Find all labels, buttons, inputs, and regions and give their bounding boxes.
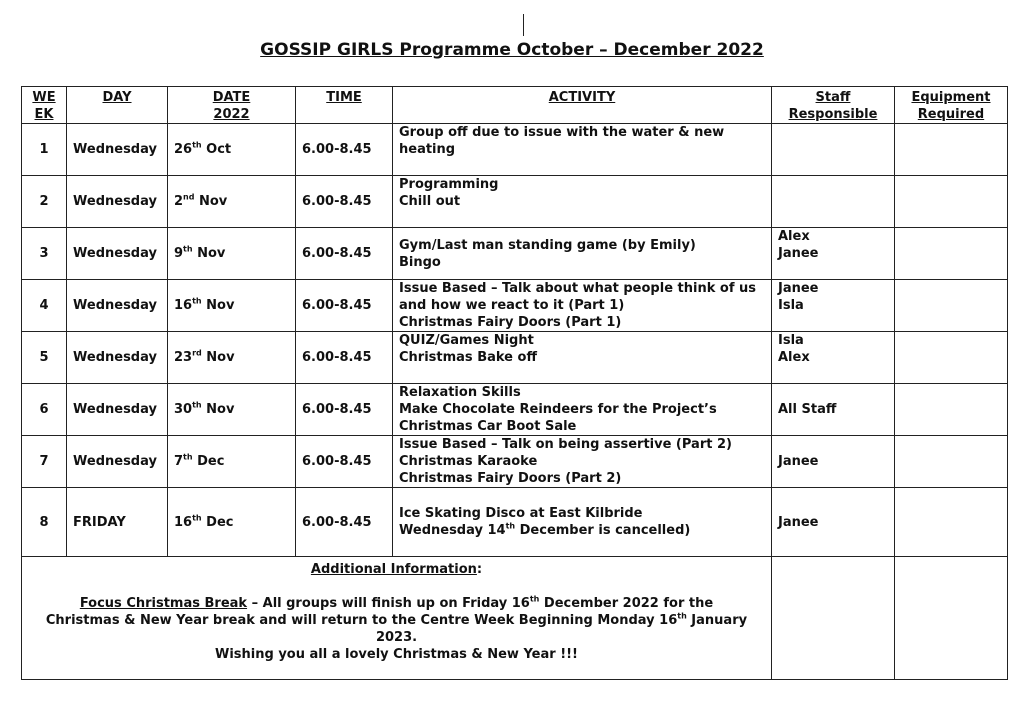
staff-cell: Janee [772, 488, 895, 557]
header-time: TIME [296, 87, 393, 124]
info-equipment-cell [895, 557, 1008, 680]
time-cell: 6.00-8.45 [296, 488, 393, 557]
date-cell: 30th Nov [168, 384, 296, 436]
staff-cell [772, 124, 895, 176]
week-cell: 8 [22, 488, 67, 557]
table-row [22, 332, 1008, 384]
staff-cell: Alex Janee [772, 228, 895, 280]
info-line-1: Focus Christmas Break – All groups will finish up on Friday 16th December 2022 for the [79, 594, 714, 611]
staff-cell: Janee Isla [772, 280, 895, 332]
table-row [22, 384, 1008, 436]
info-staff-cell [772, 557, 895, 680]
date-cell: 23rd Nov [168, 332, 296, 384]
info-heading: Additional Information [310, 562, 477, 577]
week-cell: 3 [22, 228, 67, 280]
header-staff: Staff Responsible [772, 87, 895, 124]
table-row [22, 176, 1008, 228]
equipment-cell [895, 436, 1008, 488]
programme-table [21, 86, 1008, 680]
time-cell: 6.00-8.45 [296, 436, 393, 488]
table-row [22, 488, 1008, 557]
table-row [22, 280, 1008, 332]
date-cell: 16th Dec [168, 488, 296, 557]
activity-cell: Programming Chill out [393, 176, 772, 228]
table-row [22, 436, 1008, 488]
day-cell: Wednesday [67, 436, 168, 488]
time-cell: 6.00-8.45 [296, 228, 393, 280]
staff-cell [772, 176, 895, 228]
week-cell: 7 [22, 436, 67, 488]
week-cell: 5 [22, 332, 67, 384]
staff-cell: Janee [772, 436, 895, 488]
day-cell: FRIDAY [67, 488, 168, 557]
date-cell: 9th Nov [168, 228, 296, 280]
week-cell: 4 [22, 280, 67, 332]
staff-cell: All Staff [772, 384, 895, 436]
info-line-3: Wishing you all a lovely Christmas & New Year !!! [215, 647, 578, 662]
table-row [22, 228, 1008, 280]
day-cell: Wednesday [67, 280, 168, 332]
date-cell: 26th Oct [168, 124, 296, 176]
week-cell: 1 [22, 124, 67, 176]
activity-cell: Group off due to issue with the water & new heating [393, 124, 772, 176]
week-cell: 6 [22, 384, 67, 436]
table-row [22, 124, 1008, 176]
date-cell: 16th Nov [168, 280, 296, 332]
equipment-cell [895, 176, 1008, 228]
time-cell: 6.00-8.45 [296, 280, 393, 332]
equipment-cell [895, 280, 1008, 332]
additional-information: Additional Information: Focus Christmas Break – All groups will finish up on Friday 16th December 2022 for the Christmas & New Year break and will return to the Centre Week Beginning Monday 16th January 2023. Wishing you all a lovely Christmas & New Year !!! [22, 557, 772, 680]
day-cell: Wednesday [67, 228, 168, 280]
page-title: GOSSIP GIRLS Programme October – December 2022 [260, 40, 764, 60]
date-cell: 2nd Nov [168, 176, 296, 228]
day-cell: Wednesday [67, 332, 168, 384]
day-cell: Wednesday [67, 124, 168, 176]
header-activity: ACTIVITY [393, 87, 772, 124]
equipment-cell [895, 228, 1008, 280]
header-day: DAY [67, 87, 168, 124]
activity-cell: Issue Based – Talk on being assertive (Part 2) Christmas Karaoke Christmas Fairy Doors (Part 2) [393, 436, 772, 488]
activity-cell: Issue Based – Talk about what people think of us and how we react to it (Part 1) Christmas Fairy Doors (Part 1) [393, 280, 772, 332]
activity-cell: Relaxation Skills Make Chocolate Reindeers for the Project’s Christmas Car Boot Sale [393, 384, 772, 436]
header-week: WE EK [22, 87, 67, 124]
time-cell: 6.00-8.45 [296, 124, 393, 176]
activity-cell: Ice Skating Disco at East Kilbride Wednesday 14th December is cancelled) [393, 488, 772, 557]
info-row [22, 557, 1008, 680]
time-cell: 6.00-8.45 [296, 332, 393, 384]
text-cursor [523, 14, 524, 36]
equipment-cell [895, 384, 1008, 436]
equipment-cell [895, 124, 1008, 176]
header-equipment: Equipment Required [895, 87, 1008, 124]
info-line-2: Christmas & New Year break and will return to the Centre Week Beginning Monday 16th January 2023. [45, 611, 748, 645]
time-cell: 6.00-8.45 [296, 176, 393, 228]
activity-cell: Gym/Last man standing game (by Emily) Bingo [393, 228, 772, 280]
day-cell: Wednesday [67, 176, 168, 228]
header-date: DATE 2022 [168, 87, 296, 124]
week-cell: 2 [22, 176, 67, 228]
date-cell: 7th Dec [168, 436, 296, 488]
time-cell: 6.00-8.45 [296, 384, 393, 436]
equipment-cell [895, 332, 1008, 384]
header-row [22, 87, 1008, 124]
day-cell: Wednesday [67, 384, 168, 436]
equipment-cell [895, 488, 1008, 557]
staff-cell: Isla Alex [772, 332, 895, 384]
activity-cell: QUIZ/Games Night Christmas Bake off [393, 332, 772, 384]
